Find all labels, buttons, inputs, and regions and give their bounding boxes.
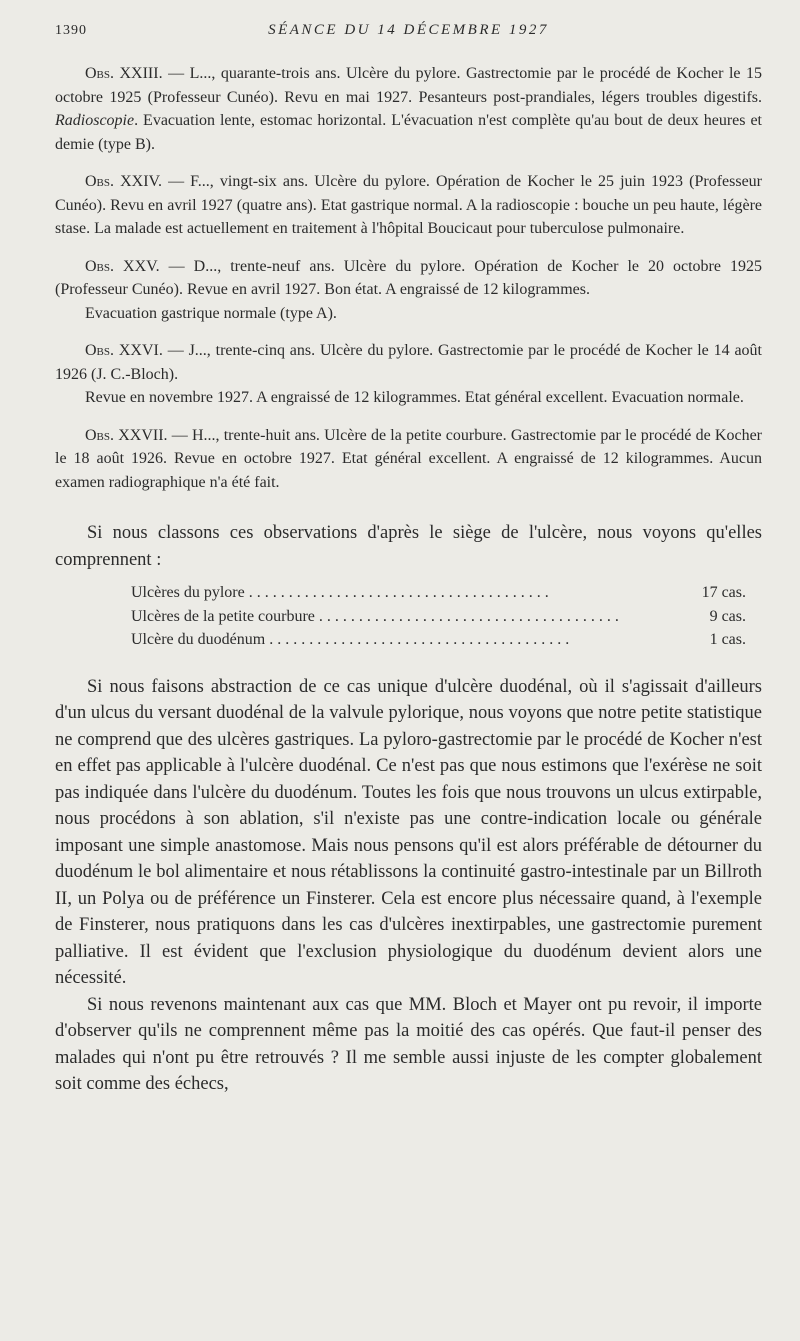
table-row-value: 9 cas. [709,607,746,625]
observations [55,62,762,494]
main-text [55,508,762,1098]
observation-text: — F..., vingt-six ans. Ulcère du pylore. Opération de Kocher le 25 juin 1923 (Professeur Cunéo). Revu en avril 1927 (quatre ans). Etat gastrique normal. A la radioscopie : bouche un peu haute, légère stase. La malade est actuellement en traitement à l'hôpital Boucicaut pour tuberculose pulmonaire. [55,173,763,237]
observation-label: Obs. XXIV. [85,173,163,190]
observation-extra: Evacuation gastrique normale (type A). [85,304,337,322]
observation-24 [55,170,762,241]
table-row [131,628,746,652]
table-row-label: Ulcère du duodénum . . . [131,628,656,652]
observation-25 [55,255,762,326]
observation-27 [55,424,762,495]
page-header [55,22,762,52]
intro-paragraph: Si nous classons ces observations d'après le siège de l'ulcère, nous voyons qu'elles comprennent : [55,523,762,570]
observation-label: Obs. XXIII. [85,65,163,82]
table-row [131,581,746,605]
table-row-label: Ulcères de la petite courbure . . . [131,605,656,629]
classification-table [131,581,746,652]
observation-26 [55,339,762,410]
body-paragraph-1: Si nous faisons abstraction de ce cas unique d'ulcère duodénal, où il s'agissait d'ailleurs d'un ulcus du versant duodénal de la valvule pylorique, nous voyons que notre petite statistique ne comprend que des ulcères gastriques. La pyloro-gastrectomie par le procédé de Kocher n'est en effet pas applicable à l'ulcère duodénal. Ce n'est pas que nous estimons que l'exérèse ne soit pas indiquée dans l'ulcère du duodénum. Toutes les fois que nous trouvons un ulcus extirpable, nous procédons à son ablation, s'il n'existe pas une contre-indication locale ou générale imposant une simple anastomose. Mais nous pensons qu'il est alors préférable de détourner du duodénum le bol alimentaire et nous rétablissons la continuité gastro-intestinale par un Billroth II, un Polya ou de préférence un Finsterer. Cela est encore plus nécessaire quand, à l'exemple de Finsterer, nous pratiquons dans les cas d'ulcères inextirpables, une gastrectomie purement palliative. Il est évident que l'exclusion physiologique du duodénum devient alors une nécessité. [55,676,762,988]
body-paragraph-2: Si nous revenons maintenant aux cas que MM. Bloch et Mayer ont pu revoir, il importe d'observer qu'ils ne comprennent même pas la moitié des cas opérés. Que faut-il penser des malades qui n'ont pu être retrouvés ? Il me semble aussi injuste de les compter globalement soit comme des échecs, [55,994,762,1094]
page-number: 1390 [55,23,87,38]
table-row-value: 17 cas. [701,584,746,601]
observation-extra: Revue en novembre 1927. A engraissé de 12 kilogrammes. Etat général excellent. Evacuation normale. [85,389,744,406]
observation-text: — L..., quarante-trois ans. Ulcère du pylore. Gastrectomie par le procédé de Kocher le 15 octobre 1925 (Professeur Cunéo). Revu en mai 1927. Pesanteurs post-prandiales, légers troubles digestifs. [55,65,763,106]
observation-text: — H..., trente-huit ans. Ulcère de la petite courbure. Gastrectomie par le procédé de Kocher le 18 août 1926. Revue en octobre 1927. Etat général excellent. A engraissé de 12 kilogrammes. Aucun examen radiographique n'a été fait. [55,426,763,491]
table-row [131,605,746,629]
table-row-label: Ulcères du pylore . . . [131,581,656,605]
observation-text-cont: . Evacuation lente, estomac horizontal. L'évacuation n'est complète qu'au bout de deux heures et demie (type B). [55,112,762,153]
table-row-value: 1 cas. [709,631,746,648]
observation-text: — J..., trente-cinq ans. Ulcère du pylore. Gastrectomie par le procédé de Kocher le 14 août 1926 (J. C.-Bloch). [55,342,763,383]
observation-label: Obs. XXVI. [85,342,163,359]
observation-text: — D..., trente-neuf ans. Ulcère du pylore. Opération de Kocher le 20 octobre 1925 (Professeur Cunéo). Revue en avril 1927. Bon état. A engraissé de 12 kilogrammes. [55,257,762,298]
observation-label: Obs. XXVII. [85,426,168,444]
observation-23 [55,62,762,156]
running-title: SÉANCE DU 14 DÉCEMBRE 1927 [268,22,549,38]
observation-label: Obs. XXV. [85,257,160,275]
observation-italic-term: Radioscopie [55,112,135,129]
